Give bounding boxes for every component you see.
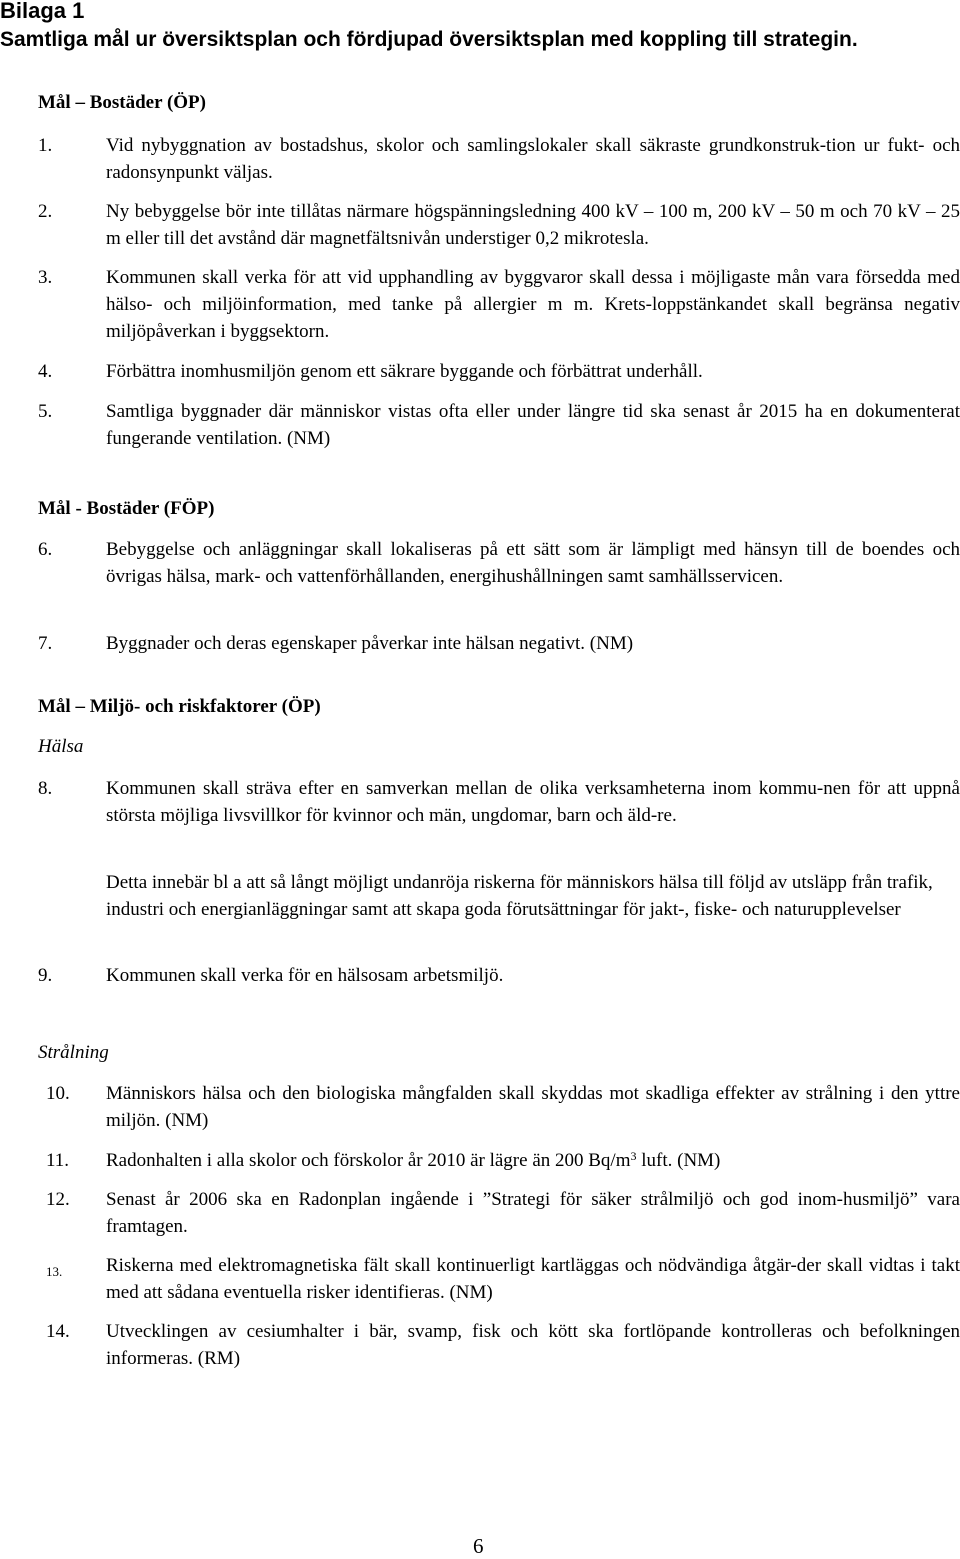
goal-item-4 <box>38 358 960 385</box>
item-text: Kommunen skall sträva efter en samverkan mellan de olika verksamheterna inom kommu-nen för att uppnå största möjliga livsvillkor för kvinnor och män, ungdomar, barn och äld-re. <box>106 778 960 826</box>
goal-item-2 <box>38 198 960 252</box>
item-text: Senast år 2006 ska en Radonplan ingående i ”Strategi för säker strålmiljö och god inom-husmiljö” vara framtagen. <box>106 1189 960 1237</box>
goal-item-6 <box>38 536 960 590</box>
goal-item-9 <box>38 962 960 989</box>
item-number: 10. <box>46 1083 70 1104</box>
item-number: 5. <box>38 401 53 422</box>
goal-item-3 <box>38 264 960 345</box>
goal-item-14 <box>38 1318 960 1372</box>
goal-item-7 <box>38 630 960 657</box>
document-subtitle: Samtliga mål ur översiktsplan och fördjupad översiktsplan med koppling till strategin. <box>0 28 858 51</box>
item-number: 6. <box>38 539 53 560</box>
section-heading-miljo-riskfaktorer: Mål – Miljö- och riskfaktorer (ÖP) <box>38 696 321 717</box>
item-number: 13. <box>46 1264 63 1279</box>
goal-item-5 <box>38 398 960 452</box>
subheading-stralning: Strålning <box>38 1042 109 1063</box>
item-text: Förbättra inomhusmiljön genom ett säkrare byggande och förbättrat underhåll. <box>106 361 703 382</box>
goal-item-1 <box>38 132 960 186</box>
item-text: Utvecklingen av cesiumhalter i bär, svamp, fisk och kött ska fortlöpande kontrolleras och befolkningen informeras. (RM) <box>106 1321 960 1369</box>
page-number: 6 <box>473 1534 484 1558</box>
item-text: Människors hälsa och den biologiska mångfalden skall skyddas mot skadliga effekter av strålning i den yttre miljön. (NM) <box>106 1083 960 1131</box>
item-number: 2. <box>38 201 53 222</box>
superscript-exponent: 3 <box>630 1149 637 1163</box>
item-number: 7. <box>38 633 53 654</box>
section-heading-bostader-op: Mål – Bostäder (ÖP) <box>38 92 206 113</box>
item-text: Kommunen skall verka för en hälsosam arbetsmiljö. <box>106 965 504 986</box>
subheading-halsa: Hälsa <box>38 736 84 757</box>
item-text: Samtliga byggnader där människor vistas ofta eller under längre tid ska senast år 2015 ha en dokumenterat fungerande ventilation. (NM) <box>106 401 960 449</box>
item-text-part: Radonhalten i alla skolor och förskolor år 2010 är lägre än 200 Bq/m <box>106 1150 631 1171</box>
item-number: 11. <box>46 1150 70 1171</box>
item-text: Ny bebyggelse bör inte tillåtas närmare högspänningsledning 400 kV – 100 m, 200 kV – 50 m och 70 kV – 25 m eller till det avstånd där magnetfältsnivån understiger 0,2 mikrotesla. <box>106 201 960 249</box>
item-number: 4. <box>38 361 53 382</box>
item-number: 8. <box>38 778 53 799</box>
goal-item-11 <box>38 1147 960 1174</box>
section-heading-bostader-fop: Mål - Bostäder (FÖP) <box>38 498 215 519</box>
goal-item-12 <box>38 1186 960 1240</box>
goal-item-8 <box>38 775 960 829</box>
item-text <box>106 1147 960 1174</box>
item-number: 9. <box>38 965 53 986</box>
item-text: Riskerna med elektromagnetiska fält skall kontinuerligt kartläggas och nödvändiga åtgär-der skall vidtas i takt med att sådana eventuella risker identifieras. (NM) <box>106 1255 960 1303</box>
goal-item-13 <box>38 1252 960 1306</box>
item-text: Byggnader och deras egenskaper påverkar inte hälsan negativt. (NM) <box>106 633 634 654</box>
item-text-part: luft. (NM) <box>636 1150 721 1171</box>
document-title: Bilaga 1 <box>0 0 85 23</box>
item-text: Kommunen skall verka för att vid upphandling av byggvaror skall dessa i möjligaste mån vara försedda med hälso- och miljöinformation, med tanke på allergier m m. Krets-loppstänkandet skall begränsa negativ miljöpåverkan i byggsektorn. <box>106 267 960 342</box>
item-text: Bebyggelse och anläggningar skall lokaliseras på ett sätt som är lämpligt med hänsyn till de boendes och övrigas hälsa, mark- och vattenförhållanden, energihushållningen samt samhällsservicen. <box>106 539 960 587</box>
goal-item-8-explanation: Detta innebär bl a att så långt möjligt undanröja riskerna för människors hälsa till följd av utsläpp från trafik, industri och energianläggningar samt att skapa goda förutsättningar för jakt-, fiske- och naturupplevelser <box>106 872 933 920</box>
item-number: 1. <box>38 135 53 156</box>
item-number: 12. <box>46 1189 70 1210</box>
item-number: 14. <box>46 1321 70 1342</box>
item-number: 3. <box>38 267 53 288</box>
goal-item-10 <box>38 1080 960 1134</box>
item-text: Vid nybyggnation av bostadshus, skolor och samlingslokaler skall säkraste grundkonstruk-tion ur fukt- och radonsynpunkt väljas. <box>106 135 960 183</box>
